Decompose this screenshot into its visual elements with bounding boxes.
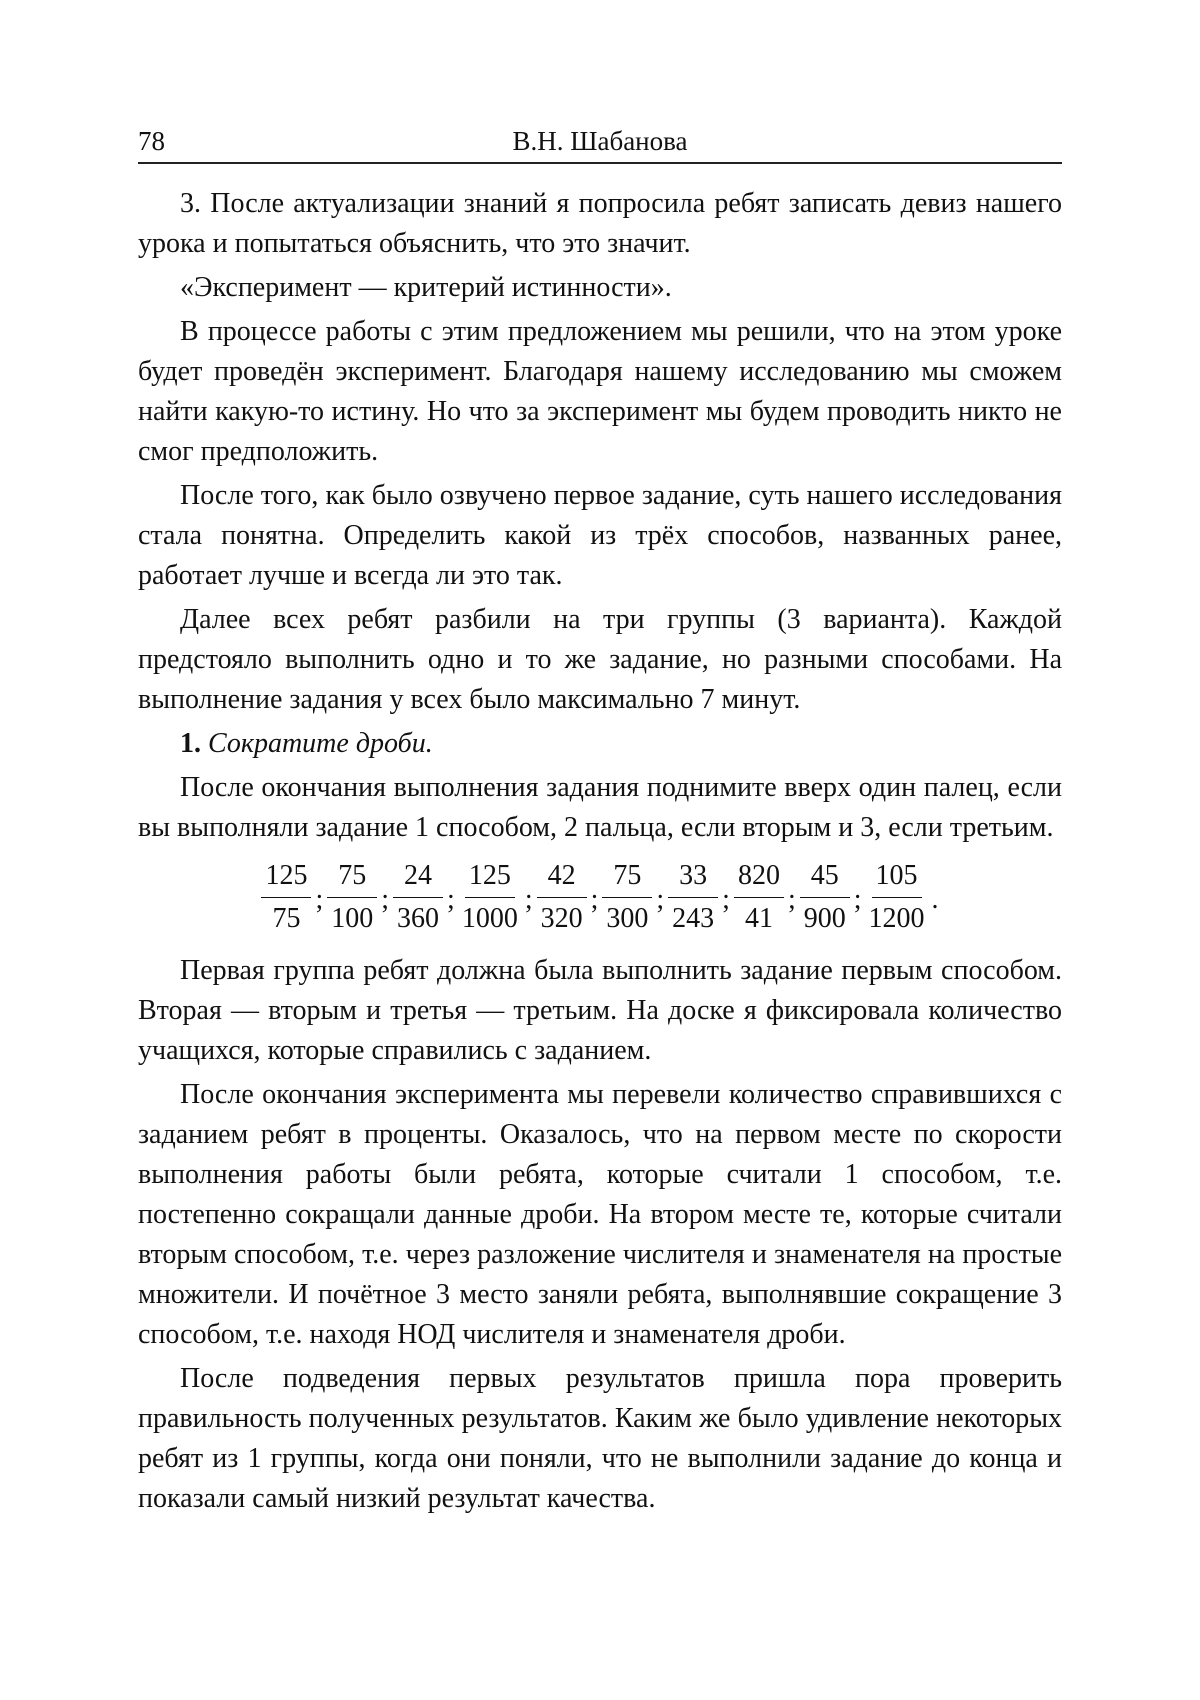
fraction-separator: ; <box>722 883 730 915</box>
paragraph-instruction: После окончания выполнения задания поднимите вверх один палец, если вы выполняли задание 1 способом, 2 пальца, если вторым и 3, если третьим. <box>138 772 1062 843</box>
fraction-separator: . <box>931 883 939 915</box>
page-header <box>138 118 1062 164</box>
fraction-denominator: 1200 <box>868 903 925 934</box>
paragraph: После подведения первых результатов пришла пора проверить правильность полученных результатов. Каким же было удивление некоторых ребят из 1 группы, когда они поняли, что не выполнили задание до конца и показали самый низкий результат качества. <box>138 1363 1062 1514</box>
page-number: 78 <box>138 126 165 156</box>
fraction-item <box>535 858 601 937</box>
fraction-numerator: 45 <box>800 858 850 898</box>
page-body <box>138 184 1062 1519</box>
fraction-denominator: 41 <box>744 903 773 934</box>
running-title: В.Н. Шабанова <box>512 126 688 156</box>
paragraph-motto: «Эксперимент — критерий истинности». <box>180 272 672 303</box>
fraction-separator: ; <box>656 883 665 915</box>
fraction-item <box>666 858 732 937</box>
paragraph: Первая группа ребят должна была выполнить задание первым способом. Вторая — вторым и третья — третьим. На доске я фиксировала количество учащихся, которые справились с заданием. <box>138 955 1062 1066</box>
fraction-denominator: 1000 <box>461 903 518 934</box>
fraction-denominator: 243 <box>672 903 715 934</box>
fraction-numerator: 33 <box>668 858 718 898</box>
fraction <box>602 858 652 937</box>
fraction <box>668 858 718 937</box>
fraction <box>866 858 928 937</box>
fractions-list <box>138 858 1062 937</box>
fraction <box>261 858 311 937</box>
fraction-denominator: 320 <box>540 903 583 934</box>
fraction <box>393 858 443 937</box>
fraction-separator: ; <box>787 883 796 915</box>
fraction-separator: ; <box>590 883 599 915</box>
paragraph: В процессе работы с этим предложением мы решили, что на этом уроке будет проведён эксперимент. Благодаря нашему исследованию мы сможем найти какую-то истину. Но что за эксперимент мы будем проводить никто не смог предположить. <box>138 316 1062 467</box>
fraction-separator: ; <box>524 883 533 915</box>
fraction-numerator: 125 <box>261 858 311 898</box>
fraction-item <box>391 858 457 937</box>
paragraph: 3. После актуализации знаний я попросила ребят записать девиз нашего урока и попытаться объяснить, что это значит. <box>138 188 1062 259</box>
fraction-denominator: 75 <box>272 903 301 934</box>
paragraph: После того, как было озвучено первое задание, суть нашего исследования стала понятна. Определить какой из трёх способов, названных ранее, работает лучше и всегда ли это так. <box>138 480 1062 591</box>
fraction <box>327 858 377 937</box>
paragraph: Далее всех ребят разбили на три группы (3 варианта). Каждой предстояло выполнить одно и то же задание, но разными способами. На выполнение задания у всех было максимально 7 минут. <box>138 604 1062 715</box>
task-heading <box>138 724 1062 764</box>
fraction-item <box>457 858 535 937</box>
fraction-numerator: 105 <box>872 858 922 898</box>
fraction-denominator: 900 <box>803 903 846 934</box>
fraction-numerator: 42 <box>537 858 587 898</box>
fraction-numerator: 125 <box>465 858 515 898</box>
fraction <box>800 858 850 937</box>
fraction <box>537 858 587 937</box>
task-number: 1. <box>180 728 201 759</box>
fraction-numerator: 75 <box>327 858 377 898</box>
fraction-separator: ; <box>447 883 455 915</box>
fraction-numerator: 820 <box>734 858 784 898</box>
fraction-item <box>259 858 325 937</box>
fraction-denominator: 300 <box>606 903 649 934</box>
fraction-item <box>600 858 666 937</box>
fraction <box>734 858 784 937</box>
paragraph: После окончания эксперимента мы перевели количество справившихся с заданием ребят в проценты. Оказалось, что на первом месте по скорости выполнения работы были ребята, которые считали 1 способом, т.е. постепенно сокращали данные дроби. На втором месте те, которые считали вторым способом, т.е. через разложение числителя и знаменателя на простые множители. И почётное 3 место заняли ребята, выполнявшие сокращение 3 способом, т.е. находя НОД числителя и знаменателя дроби. <box>138 1079 1062 1350</box>
fraction-separator: ; <box>853 883 862 915</box>
fraction-denominator: 100 <box>331 903 374 934</box>
fraction <box>459 858 521 937</box>
fraction-numerator: 75 <box>602 858 652 898</box>
fraction-item <box>798 858 864 937</box>
fraction-item <box>325 858 391 937</box>
fraction-separator: ; <box>315 883 324 915</box>
document-page <box>138 118 1062 1523</box>
fraction-item <box>864 858 941 937</box>
fraction-denominator: 360 <box>397 903 440 934</box>
fraction-item <box>732 858 798 937</box>
task-text: Сократите дроби. <box>208 728 433 759</box>
fraction-separator: ; <box>381 883 390 915</box>
fraction-numerator: 24 <box>393 858 443 898</box>
